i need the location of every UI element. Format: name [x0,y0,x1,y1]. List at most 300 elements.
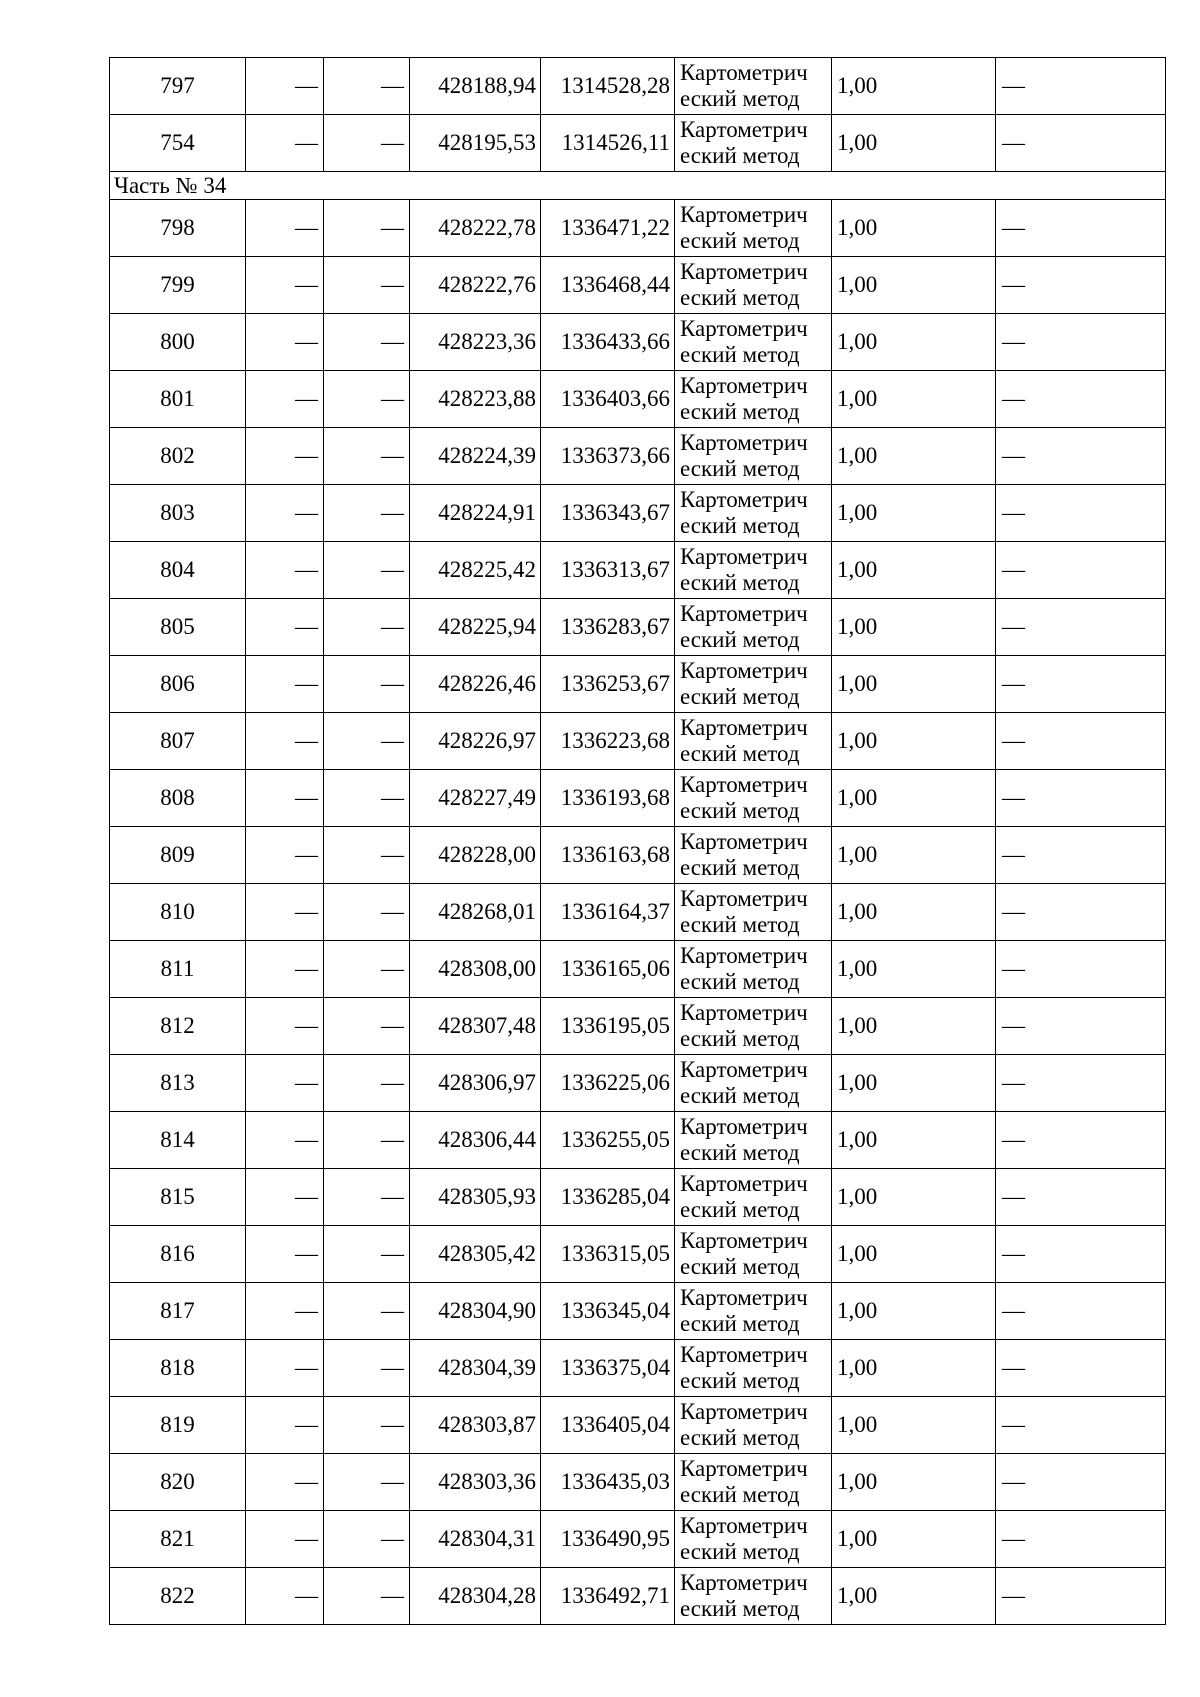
method-cell [675,770,832,827]
method-line-2: еский метод [680,1254,800,1279]
x-coordinate-cell: 428223,36 [410,314,541,371]
method-line-1: Картометрич [680,373,808,398]
table-row [110,200,1166,257]
precision-cell: 1,00 [832,371,996,428]
method-line-2: еский метод [680,228,800,253]
point-number-cell: 819 [110,1397,246,1454]
empty-value-cell: — [324,58,410,115]
method-line-1: Картометрич [680,202,808,227]
empty-value-cell: — [324,1226,410,1283]
empty-value-cell: — [324,656,410,713]
point-number-cell: 809 [110,827,246,884]
method-line-1: Картометрич [680,715,808,740]
x-coordinate-cell: 428222,76 [410,257,541,314]
empty-value-cell: — [324,485,410,542]
precision-cell: 1,00 [832,115,996,172]
precision-cell: 1,00 [832,1397,996,1454]
y-coordinate-cell: 1336345,04 [541,1283,675,1340]
point-number-cell: 812 [110,998,246,1055]
coordinates-table [109,57,1166,1625]
method-line-1: Картометрич [680,601,808,626]
x-coordinate-cell: 428303,36 [410,1454,541,1511]
method-cell [675,998,832,1055]
method-line-2: еский метод [680,684,800,709]
empty-value-cell: — [324,1454,410,1511]
point-number-cell: 801 [110,371,246,428]
method-cell [675,1568,832,1625]
method-cell [675,884,832,941]
description-cell: — [996,58,1166,115]
empty-value-cell: — [246,58,324,115]
empty-value-cell: — [324,314,410,371]
description-cell: — [996,115,1166,172]
precision-cell: 1,00 [832,542,996,599]
method-line-1: Картометрич [680,316,808,341]
empty-value-cell: — [246,1568,324,1625]
point-number-cell: 802 [110,428,246,485]
table-row [110,599,1166,656]
method-cell [675,656,832,713]
method-cell [675,1340,832,1397]
method-cell [675,1055,832,1112]
method-cell [675,485,832,542]
empty-value-cell: — [324,1112,410,1169]
method-cell [675,58,832,115]
method-line-1: Картометрич [680,60,808,85]
empty-value-cell: — [246,1454,324,1511]
x-coordinate-cell: 428224,91 [410,485,541,542]
method-line-2: еский метод [680,1140,800,1165]
table-row [110,998,1166,1055]
method-line-2: еский метод [680,741,800,766]
y-coordinate-cell: 1336255,05 [541,1112,675,1169]
description-cell: — [996,1454,1166,1511]
empty-value-cell: — [246,200,324,257]
description-cell: — [996,485,1166,542]
empty-value-cell: — [324,115,410,172]
empty-value-cell: — [246,1283,324,1340]
method-line-2: еский метод [680,798,800,823]
precision-cell: 1,00 [832,1169,996,1226]
empty-value-cell: — [246,1169,324,1226]
method-line-1: Картометрич [680,1285,808,1310]
empty-value-cell: — [324,200,410,257]
y-coordinate-cell: 1336253,67 [541,656,675,713]
table-row [110,1454,1166,1511]
point-number-cell: 814 [110,1112,246,1169]
precision-cell: 1,00 [832,1283,996,1340]
point-number-cell: 813 [110,1055,246,1112]
method-line-2: еский метод [680,1596,800,1621]
description-cell: — [996,1055,1166,1112]
table-row [110,827,1166,884]
empty-value-cell: — [324,941,410,998]
empty-value-cell: — [246,1511,324,1568]
empty-value-cell: — [246,428,324,485]
method-cell [675,1283,832,1340]
method-cell [675,1226,832,1283]
precision-cell: 1,00 [832,827,996,884]
table-row [110,884,1166,941]
method-line-2: еский метод [680,399,800,424]
table-row [110,770,1166,827]
method-line-1: Картометрич [680,886,808,911]
method-line-2: еский метод [680,285,800,310]
empty-value-cell: — [246,1226,324,1283]
method-cell [675,1112,832,1169]
empty-value-cell: — [246,257,324,314]
y-coordinate-cell: 1336490,95 [541,1511,675,1568]
method-line-1: Картометрич [680,487,808,512]
point-number-cell: 805 [110,599,246,656]
x-coordinate-cell: 428304,90 [410,1283,541,1340]
method-line-1: Картометрич [680,1456,808,1481]
table-row [110,1283,1166,1340]
y-coordinate-cell: 1336471,22 [541,200,675,257]
empty-value-cell: — [246,656,324,713]
method-line-1: Картометрич [680,1000,808,1025]
method-cell [675,1397,832,1454]
precision-cell: 1,00 [832,1568,996,1625]
method-line-2: еский метод [680,1083,800,1108]
description-cell: — [996,1112,1166,1169]
method-cell [675,314,832,371]
method-cell [675,599,832,656]
x-coordinate-cell: 428224,39 [410,428,541,485]
empty-value-cell: — [324,1055,410,1112]
empty-value-cell: — [246,542,324,599]
description-cell: — [996,1511,1166,1568]
y-coordinate-cell: 1314528,28 [541,58,675,115]
method-line-2: еский метод [680,627,800,652]
empty-value-cell: — [246,485,324,542]
precision-cell: 1,00 [832,314,996,371]
precision-cell: 1,00 [832,599,996,656]
method-cell [675,371,832,428]
point-number-cell: 811 [110,941,246,998]
point-number-cell: 815 [110,1169,246,1226]
method-line-1: Картометрич [680,1342,808,1367]
method-cell [675,257,832,314]
method-line-2: еский метод [680,456,800,481]
method-line-2: еский метод [680,570,800,595]
empty-value-cell: — [324,257,410,314]
empty-value-cell: — [246,599,324,656]
point-number-cell: 808 [110,770,246,827]
description-cell: — [996,998,1166,1055]
method-line-1: Картометрич [680,430,808,455]
y-coordinate-cell: 1336164,37 [541,884,675,941]
table-row [110,941,1166,998]
precision-cell: 1,00 [832,884,996,941]
point-number-cell: 820 [110,1454,246,1511]
method-line-1: Картометрич [680,1228,808,1253]
precision-cell: 1,00 [832,257,996,314]
empty-value-cell: — [246,314,324,371]
description-cell: — [996,1397,1166,1454]
precision-cell: 1,00 [832,1454,996,1511]
empty-value-cell: — [324,1568,410,1625]
method-cell [675,428,832,485]
method-line-1: Картометрич [680,1513,808,1538]
empty-value-cell: — [324,827,410,884]
description-cell: — [996,656,1166,713]
method-cell [675,1454,832,1511]
y-coordinate-cell: 1336223,68 [541,713,675,770]
y-coordinate-cell: 1336343,67 [541,485,675,542]
point-number-cell: 816 [110,1226,246,1283]
table-row [110,1226,1166,1283]
method-line-1: Картометрич [680,544,808,569]
precision-cell: 1,00 [832,941,996,998]
y-coordinate-cell: 1336163,68 [541,827,675,884]
table-row [110,656,1166,713]
section-header-row [110,172,1166,200]
x-coordinate-cell: 428306,44 [410,1112,541,1169]
empty-value-cell: — [246,827,324,884]
x-coordinate-cell: 428304,39 [410,1340,541,1397]
method-cell [675,200,832,257]
y-coordinate-cell: 1314526,11 [541,115,675,172]
method-line-1: Картометрич [680,1399,808,1424]
method-line-2: еский метод [680,1368,800,1393]
method-cell [675,827,832,884]
y-coordinate-cell: 1336193,68 [541,770,675,827]
point-number-cell: 804 [110,542,246,599]
method-line-1: Картометрич [680,658,808,683]
x-coordinate-cell: 428304,31 [410,1511,541,1568]
method-line-1: Картометрич [680,1114,808,1139]
method-line-2: еский метод [680,912,800,937]
y-coordinate-cell: 1336375,04 [541,1340,675,1397]
y-coordinate-cell: 1336285,04 [541,1169,675,1226]
method-line-2: еский метод [680,855,800,880]
method-line-2: еский метод [680,342,800,367]
description-cell: — [996,1568,1166,1625]
empty-value-cell: — [324,599,410,656]
method-line-2: еский метод [680,969,800,994]
method-line-2: еский метод [680,1311,800,1336]
table-row [110,1055,1166,1112]
empty-value-cell: — [246,1112,324,1169]
method-line-2: еский метод [680,1197,800,1222]
method-cell [675,1511,832,1568]
table-body [110,58,1166,1625]
point-number-cell: 798 [110,200,246,257]
precision-cell: 1,00 [832,200,996,257]
method-line-1: Картометрич [680,117,808,142]
x-coordinate-cell: 428188,94 [410,58,541,115]
description-cell: — [996,884,1166,941]
empty-value-cell: — [324,1511,410,1568]
empty-value-cell: — [324,1397,410,1454]
method-cell [675,542,832,599]
y-coordinate-cell: 1336313,67 [541,542,675,599]
x-coordinate-cell: 428308,00 [410,941,541,998]
x-coordinate-cell: 428223,88 [410,371,541,428]
table-row [110,428,1166,485]
description-cell: — [996,1340,1166,1397]
point-number-cell: 799 [110,257,246,314]
description-cell: — [996,827,1166,884]
x-coordinate-cell: 428226,46 [410,656,541,713]
y-coordinate-cell: 1336315,05 [541,1226,675,1283]
empty-value-cell: — [246,1055,324,1112]
method-line-2: еский метод [680,143,800,168]
x-coordinate-cell: 428307,48 [410,998,541,1055]
method-line-1: Картометрич [680,259,808,284]
empty-value-cell: — [246,1340,324,1397]
y-coordinate-cell: 1336435,03 [541,1454,675,1511]
empty-value-cell: — [246,1397,324,1454]
table-row [110,485,1166,542]
point-number-cell: 817 [110,1283,246,1340]
y-coordinate-cell: 1336373,66 [541,428,675,485]
table-row [110,115,1166,172]
description-cell: — [996,200,1166,257]
y-coordinate-cell: 1336433,66 [541,314,675,371]
empty-value-cell: — [324,542,410,599]
table-row [110,1340,1166,1397]
x-coordinate-cell: 428305,93 [410,1169,541,1226]
empty-value-cell: — [246,115,324,172]
method-line-1: Картометрич [680,1171,808,1196]
precision-cell: 1,00 [832,1226,996,1283]
method-line-2: еский метод [680,1539,800,1564]
empty-value-cell: — [246,371,324,428]
x-coordinate-cell: 428226,97 [410,713,541,770]
description-cell: — [996,770,1166,827]
table-row [110,713,1166,770]
point-number-cell: 754 [110,115,246,172]
description-cell: — [996,1283,1166,1340]
empty-value-cell: — [324,770,410,827]
y-coordinate-cell: 1336403,66 [541,371,675,428]
precision-cell: 1,00 [832,1055,996,1112]
y-coordinate-cell: 1336225,06 [541,1055,675,1112]
point-number-cell: 803 [110,485,246,542]
empty-value-cell: — [324,371,410,428]
description-cell: — [996,428,1166,485]
table-row [110,1169,1166,1226]
point-number-cell: 821 [110,1511,246,1568]
point-number-cell: 807 [110,713,246,770]
precision-cell: 1,00 [832,1112,996,1169]
section-label: Часть № 34 [110,172,1166,200]
method-line-1: Картометрич [680,1570,808,1595]
method-line-1: Картометрич [680,943,808,968]
empty-value-cell: — [324,1340,410,1397]
x-coordinate-cell: 428305,42 [410,1226,541,1283]
point-number-cell: 797 [110,58,246,115]
precision-cell: 1,00 [832,713,996,770]
method-line-2: еский метод [680,1482,800,1507]
y-coordinate-cell: 1336195,05 [541,998,675,1055]
table-row [110,542,1166,599]
table-row [110,1112,1166,1169]
precision-cell: 1,00 [832,58,996,115]
table-row [110,58,1166,115]
table-row [110,1397,1166,1454]
point-number-cell: 822 [110,1568,246,1625]
table-row [110,371,1166,428]
precision-cell: 1,00 [832,1511,996,1568]
y-coordinate-cell: 1336405,04 [541,1397,675,1454]
empty-value-cell: — [246,770,324,827]
x-coordinate-cell: 428225,42 [410,542,541,599]
precision-cell: 1,00 [832,428,996,485]
precision-cell: 1,00 [832,770,996,827]
description-cell: — [996,314,1166,371]
precision-cell: 1,00 [832,1340,996,1397]
method-cell [675,713,832,770]
point-number-cell: 806 [110,656,246,713]
method-line-1: Картометрич [680,772,808,797]
method-line-1: Картометрич [680,1057,808,1082]
description-cell: — [996,1226,1166,1283]
method-cell [675,115,832,172]
empty-value-cell: — [324,1283,410,1340]
empty-value-cell: — [246,713,324,770]
method-cell [675,941,832,998]
empty-value-cell: — [246,998,324,1055]
precision-cell: 1,00 [832,485,996,542]
empty-value-cell: — [246,884,324,941]
method-line-2: еский метод [680,86,800,111]
point-number-cell: 810 [110,884,246,941]
description-cell: — [996,713,1166,770]
description-cell: — [996,257,1166,314]
method-cell [675,1169,832,1226]
y-coordinate-cell: 1336283,67 [541,599,675,656]
method-line-2: еский метод [680,513,800,538]
x-coordinate-cell: 428228,00 [410,827,541,884]
precision-cell: 1,00 [832,998,996,1055]
x-coordinate-cell: 428303,87 [410,1397,541,1454]
table-row [110,257,1166,314]
empty-value-cell: — [324,998,410,1055]
x-coordinate-cell: 428225,94 [410,599,541,656]
empty-value-cell: — [324,428,410,485]
empty-value-cell: — [246,941,324,998]
empty-value-cell: — [324,1169,410,1226]
description-cell: — [996,599,1166,656]
method-line-1: Картометрич [680,829,808,854]
empty-value-cell: — [324,713,410,770]
x-coordinate-cell: 428304,28 [410,1568,541,1625]
description-cell: — [996,941,1166,998]
method-line-2: еский метод [680,1026,800,1051]
description-cell: — [996,542,1166,599]
y-coordinate-cell: 1336165,06 [541,941,675,998]
description-cell: — [996,1169,1166,1226]
point-number-cell: 800 [110,314,246,371]
description-cell: — [996,371,1166,428]
table-row [110,1511,1166,1568]
x-coordinate-cell: 428268,01 [410,884,541,941]
x-coordinate-cell: 428222,78 [410,200,541,257]
table-row [110,314,1166,371]
x-coordinate-cell: 428195,53 [410,115,541,172]
x-coordinate-cell: 428227,49 [410,770,541,827]
precision-cell: 1,00 [832,656,996,713]
y-coordinate-cell: 1336492,71 [541,1568,675,1625]
empty-value-cell: — [324,884,410,941]
method-line-2: еский метод [680,1425,800,1450]
point-number-cell: 818 [110,1340,246,1397]
x-coordinate-cell: 428306,97 [410,1055,541,1112]
table-row [110,1568,1166,1625]
